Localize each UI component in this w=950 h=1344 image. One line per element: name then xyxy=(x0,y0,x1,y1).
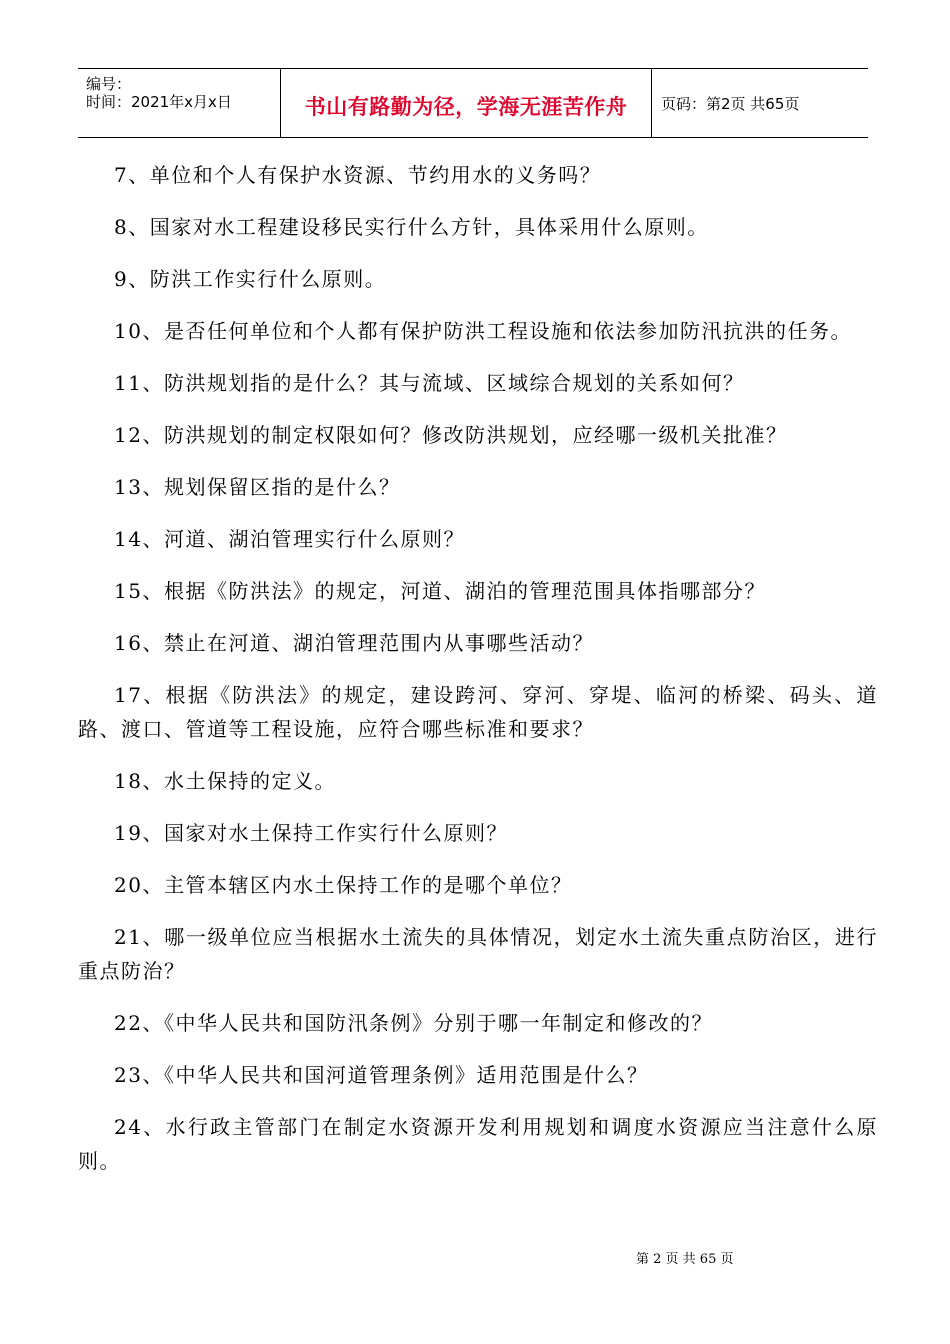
question-item: 12、防洪规划的制定权限如何？修改防洪规划，应经哪一级机关批准？ xyxy=(114,423,788,447)
question-item: 24、水行政主管部门在制定水资源开发利用规划和调度水资源应当注意什么原则。 xyxy=(78,1115,878,1173)
question-item: 19、国家对水土保持工作实行什么原则？ xyxy=(114,821,508,845)
question-item: 8、国家对水工程建设移民实行什么方针，具体采用什么原则。 xyxy=(114,215,709,239)
question-item: 20、主管本辖区内水土保持工作的是哪个单位？ xyxy=(114,873,573,897)
header-motto-cell xyxy=(280,69,652,137)
page-footer: 第 2 页 共 65 页 xyxy=(636,1252,734,1267)
question-item: 9、防洪工作实行什么原则。 xyxy=(114,267,387,291)
question-item: 17、根据《防洪法》的规定，建设跨河、穿河、穿堤、临河的桥梁、码头、道路、渡口、管道等工程设施，应符合哪些标准和要求？ xyxy=(78,683,878,741)
question-item: 22、《中华人民共和国防汛条例》分别于哪一年制定和修改的？ xyxy=(114,1011,713,1035)
question-item: 15、根据《防洪法》的规定，河道、湖泊的管理范围具体指哪部分？ xyxy=(114,579,766,603)
question-item: 13、规划保留区指的是什么？ xyxy=(114,475,401,499)
question-item: 10、是否任何单位和个人都有保护防洪工程设施和依法参加防汛抗洪的任务。 xyxy=(114,319,852,343)
question-list xyxy=(78,158,878,1196)
motto-text: 书山有路勤为径，学海无涯苦作舟 xyxy=(304,95,628,119)
number-label: 编号： xyxy=(86,75,132,93)
question-item: 11、防洪规划指的是什么？其与流域、区域综合规划的关系如何？ xyxy=(114,371,745,395)
question-item: 18、水土保持的定义。 xyxy=(114,769,336,793)
header-left-cell xyxy=(78,69,280,137)
question-item: 14、河道、湖泊管理实行什么原则？ xyxy=(114,527,465,551)
header-right-cell xyxy=(651,69,868,137)
question-item: 23、《中华人民共和国河道管理条例》适用范围是什么？ xyxy=(114,1063,649,1087)
time-label: 时间：2021年x月x日 xyxy=(86,93,232,111)
question-item: 16、禁止在河道、湖泊管理范围内从事哪些活动？ xyxy=(114,631,594,655)
page-number-label: 页码：第2页 共65页 xyxy=(661,95,800,113)
question-item: 21、哪一级单位应当根据水土流失的具体情况，划定水土流失重点防治区，进行重点防治？ xyxy=(78,925,878,983)
question-item: 7、单位和个人有保护水资源、节约用水的义务吗？ xyxy=(114,163,602,187)
page-header xyxy=(78,68,868,138)
